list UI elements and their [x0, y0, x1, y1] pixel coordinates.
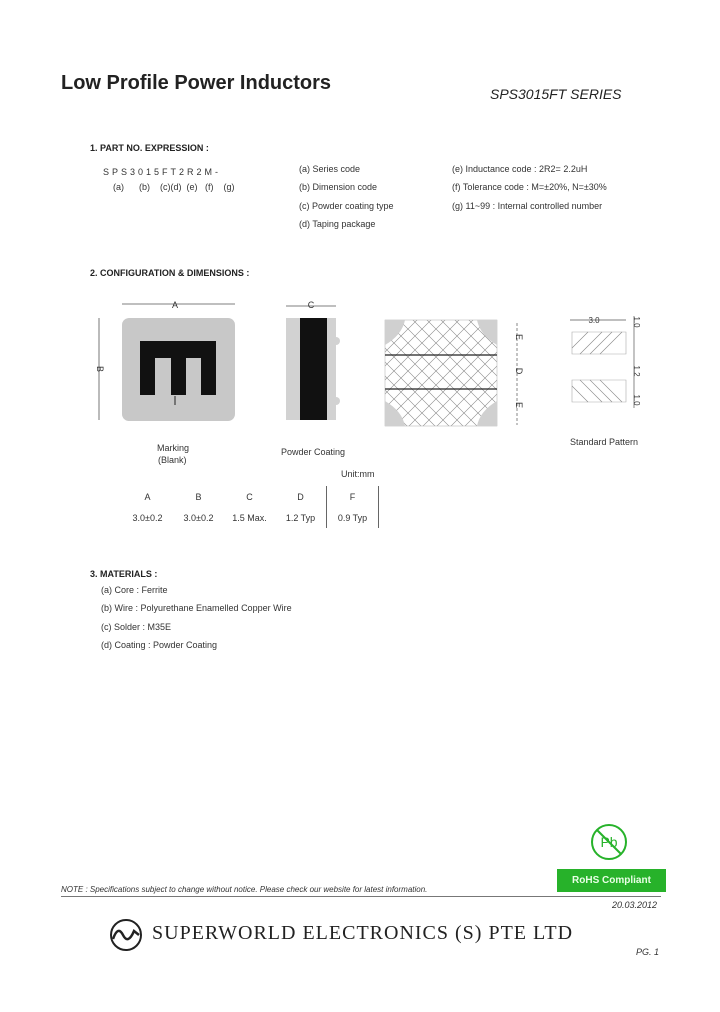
- powder-coating-label: Powder Coating: [281, 447, 346, 457]
- part-code: SPS3015FT2R2M-: [103, 167, 222, 177]
- code-desc-c: (c) Powder coating type: [299, 201, 394, 211]
- lead-free-icon: [589, 822, 629, 862]
- electrode-drawing: [380, 315, 530, 433]
- materials-heading: 3. MATERIALS :: [90, 569, 158, 579]
- side-view-drawing: [276, 296, 346, 426]
- page-title: Low Profile Power Inductors: [61, 72, 332, 94]
- material-wire: (b) Wire : Polyurethane Enamelled Copper Wire: [101, 603, 292, 613]
- company-name: SUPERWORLD ELECTRONICS (S) PTE LTD: [152, 922, 574, 944]
- marking-sublabel: (Blank): [158, 455, 187, 465]
- code-desc-d: (d) Taping package: [299, 219, 376, 229]
- standard-pattern-drawing: [560, 308, 650, 418]
- top-view-drawing: [95, 296, 245, 430]
- electrode-left: [140, 341, 155, 395]
- table-row: [122, 486, 379, 507]
- material-core: (a) Core : Ferrite: [101, 585, 168, 595]
- company-logo-icon: [108, 917, 144, 953]
- part-code-letters: (a) (b) (c)(d) (e) (f) (g): [113, 182, 235, 192]
- pattern-dim-3: 1.0: [632, 394, 641, 406]
- dim-b-label: B: [95, 365, 105, 373]
- code-desc-b: (b) Dimension code: [299, 182, 378, 192]
- series-name: SPS3015FT SERIES: [490, 86, 622, 102]
- footer-date: 20.03.2012: [612, 900, 658, 910]
- code-desc-g: (g) 11~99 : Internal controlled number: [452, 201, 603, 211]
- config-heading: 2. CONFIGURATION & DIMENSIONS :: [90, 268, 250, 278]
- dim-e-label-bottom: E: [514, 401, 524, 409]
- standard-pattern-label: Standard Pattern: [570, 437, 639, 447]
- table-cell: 3.0±0.2: [183, 512, 214, 523]
- marking-label: Marking: [157, 443, 190, 453]
- material-solder: (c) Solder : M35E: [101, 622, 172, 632]
- table-cell: 1.5 Max.: [232, 512, 267, 523]
- table-header: C: [246, 491, 253, 502]
- table-header: F: [327, 486, 379, 507]
- footer-note: NOTE : Specifications subject to change without notice. Please check our website for latest information.: [61, 885, 428, 894]
- dim-a-label: A: [171, 300, 179, 310]
- footer-divider: [61, 896, 661, 897]
- table-header: D: [297, 491, 304, 502]
- table-row: [122, 507, 379, 528]
- pattern-dim-width: 3.0: [588, 316, 600, 325]
- code-desc-e: (e) Inductance code : 2R2= 2.2uH: [452, 164, 588, 174]
- part-expression-heading: 1. PART NO. EXPRESSION :: [90, 143, 209, 153]
- dim-d-label: D: [514, 367, 524, 375]
- dim-c-label: C: [307, 300, 315, 310]
- table-cell: 3.0±0.2: [132, 512, 163, 523]
- dim-e-label-top: E: [514, 333, 524, 341]
- page-number: PG. 1: [636, 947, 660, 957]
- lead-free-symbol: Pb: [600, 834, 618, 850]
- code-desc-f: (f) Tolerance code : M=±20%, N=±30%: [452, 182, 607, 192]
- table-cell: 1.2 Typ: [285, 512, 316, 523]
- electrode-mid: [171, 341, 186, 395]
- electrode-right: [201, 341, 216, 395]
- table-header: B: [195, 491, 202, 502]
- pattern-dim-2: 1.2: [632, 365, 641, 377]
- material-coating: (d) Coating : Powder Coating: [101, 640, 218, 650]
- pattern-dim-1: 1.0: [632, 316, 641, 328]
- core-section: [304, 318, 322, 420]
- rohs-compliant-badge: RoHS Compliant: [557, 869, 666, 892]
- table-header: A: [144, 491, 151, 502]
- unit-label: Unit:mm: [341, 469, 375, 479]
- dimension-table: [122, 486, 379, 528]
- code-desc-a: (a) Series code: [299, 164, 361, 174]
- table-cell: 0.9 Typ: [327, 507, 379, 528]
